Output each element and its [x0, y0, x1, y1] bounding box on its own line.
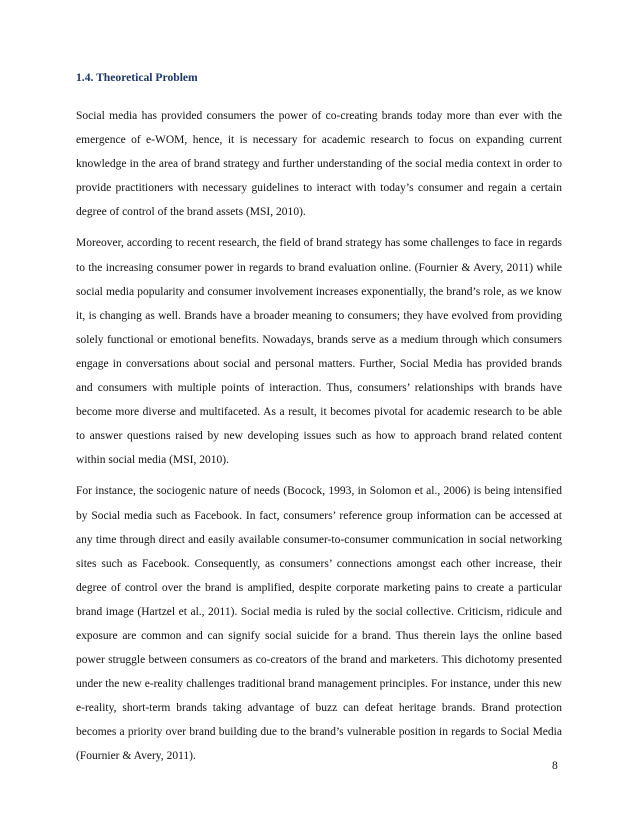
- paragraph-3: For instance, the sociogenic nature of needs (Bocock, 1993, in Solomon et al., 2006) is being intensified by Social media such as Facebook. In fact, consumers’ reference group information can be accessed at any time through direct and easily available consumer-to-consumer communication in social networking sites such as Facebook. Consequently, as consumers’ connections amongst each other increase, their degree of control over the brand is amplified, despite corporate marketing pains to create a particular brand image (Hartzel et al., 2011). Social media is ruled by the social collective. Criticism, ridicule and exposure are common and can signify social suicide for a brand. Thus therein lays the online based power struggle between consumers as co-creators of the brand and marketers. This dichotomy presented under the new e-reality challenges traditional brand management principles. For instance, under this new e-reality, short-term brands taking advantage of buzz can defeat heritage brands. Brand protection becomes a priority over brand building due to the brand’s vulnerable position in regards to Social Media (Fournier & Avery, 2011).: [76, 485, 562, 763]
- paragraph-2: Moreover, according to recent research, the field of brand strategy has some challenges to face in regards to the increasing consumer power in regards to brand evaluation online. (Fournier & Avery, 2011) while social media popularity and consumer involvement increases exponentially, the brand’s role, as we know it, is changing as well. Brands have a broader meaning to consumers; they have evolved from providing solely functional or emotional benefits. Nowadays, brands serve as a medium through which consumers engage in conversations about social and personal matters. Further, Social Media has provided brands and consumers with multiple points of interaction. Thus, consumers’ relationships with brands have become more diverse and multifaceted. As a result, it becomes pivotal for academic research to be able to answer questions raised by new developing issues such as how to approach brand related content within social media (MSI, 2010).: [76, 237, 562, 467]
- page-number: 8: [552, 760, 558, 772]
- section-heading: 1.4. Theoretical Problem: [76, 71, 198, 84]
- document-page: [76, 70, 562, 776]
- paragraph-1: Social media has provided consumers the power of co-creating brands today more than ever with the emergence of e-WOM, hence, it is necessary for academic research to focus on expanding current knowledge in the area of brand strategy and further understanding of the social media context in order to provide practitioners with necessary guidelines to interact with today’s consumer and regain a certain degree of control of the brand assets (MSI, 2010).: [76, 110, 562, 219]
